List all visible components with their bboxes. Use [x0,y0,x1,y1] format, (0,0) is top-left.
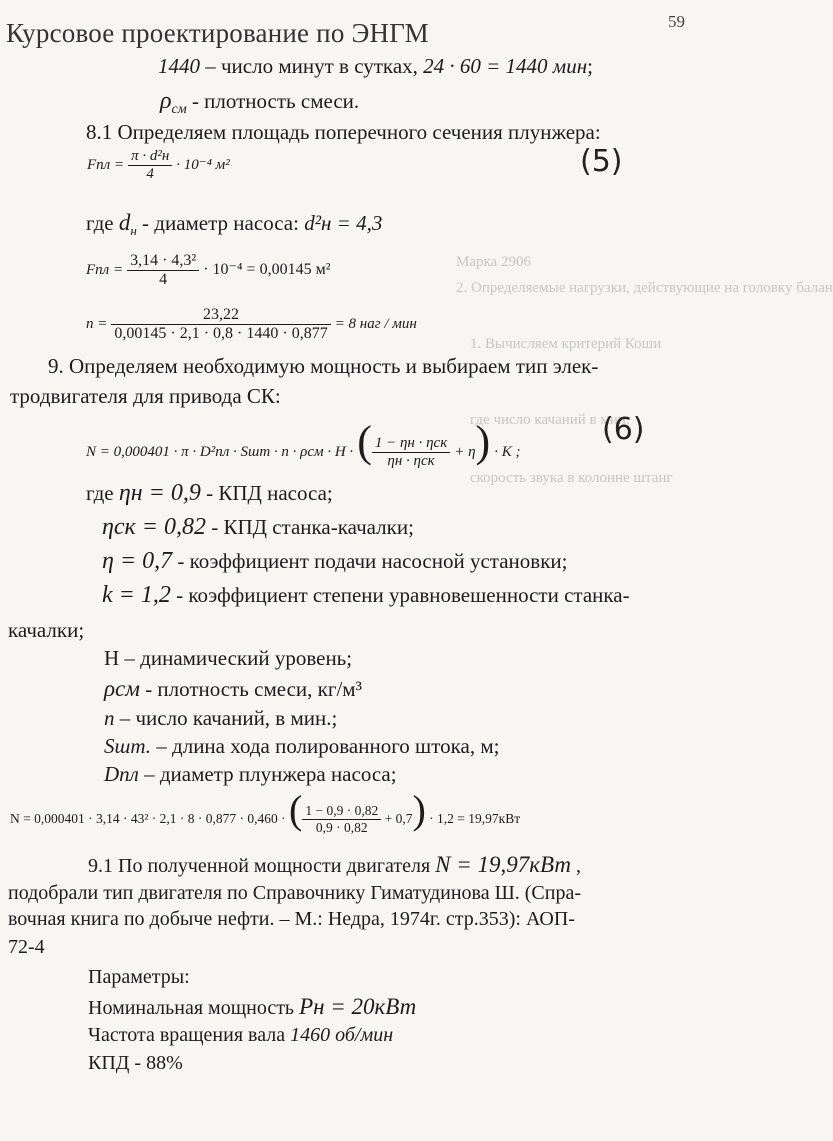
handwritten-eq-number: (6) [602,412,645,447]
text-line: $\rho_{см}$ - плотность смеси. [160,88,360,118]
text-line: тродвигателя для привода СК: [10,384,281,408]
formula-fpl: Fпл = $\frac{\text{π · d²н}}{4}$ · 10⁻⁴ м² [87,148,230,182]
handwritten-eq-number: (5) [580,144,623,179]
formula-fpl-numeric: Fпл = $\frac{\text{3,14 · 4,3²}}{4}$ · 10⁻⁴ = 0,00145 м² [86,252,331,288]
text-line: подобрали тип двигателя по Справочнику Гиматудинова Ш. (Спра- [8,882,582,904]
fraction: $\frac{\text{1 − ηн · ηск}}{\text{ηн · ηск}}$ [372,435,450,470]
fraction: $\frac{\text{π · d²н}}{4}$ [128,148,172,183]
bleed-line: 2. Определяемые нагрузки, действующие на головку балан [456,280,833,296]
text-line: 9.1 По полученной мощности двигателя N = 19,97кВт , [88,852,581,877]
text-line: где ηн = 0,9 - КПД насоса; [86,480,333,506]
text-line: вочная книга по добыче нефти. – М.: Недра, 1974г. стр.353): АОП- [8,908,575,930]
text-line: Параметры: [88,966,190,988]
formula-power: N = 0,000401 · π · D²пл · Sшт · n · ρсм · H · ( $\frac{\text{1 − ηн · ηск}}{\text{ηн · ηск}}$ + η) · K ; [86,417,521,469]
text-line: n – число качаний, в мин.; [104,706,338,730]
text-line: КПД - 88% [88,1052,183,1074]
text-line: Номинальная мощность Pн = 20кВт [88,994,417,1019]
text-line: 72-4 [8,936,45,958]
fraction: $\frac{23,22}{0,00145 \cdot 2,1 \cdot 0,8 \cdot 1440 \cdot 0,877}$ [111,306,330,343]
page-number: 59 [668,12,685,31]
text-line: ρсм - плотность смеси, кг/м³ [104,676,362,701]
text-line: η = 0,7 - коэффициент подачи насосной установки; [102,548,568,574]
text-line: H – динамический уровень; [104,646,353,670]
text-line: Dпл – диаметр плунжера насоса; [104,762,397,786]
formula-power-numeric: N = 0,000401 · 3,14 · 43² · 2,1 · 8 · 0,877 · 0,460 · ( $\frac{1 - 0,9 \cdot 0,82}{0,9 \cdot 0,82}$ + 0,7) · 1,2 = 19,97кВт [10,787,521,836]
page-header: Курсовое проектирование по ЭНГМ [6,18,429,48]
section-heading: 8.1 Определяем площадь поперечного сечения плунжера: [86,120,601,144]
fraction: $\frac{\text{3,14 · 4,3²}}{4}$ [127,252,199,289]
section-heading: 9. Определяем необходимую мощность и выбираем тип элек- [48,354,599,378]
text-line: Частота вращения вала 1460 об/мин [88,1024,394,1046]
fraction: $\frac{1 - 0,9 \cdot 0,82}{0,9 \cdot 0,82}$ [302,803,381,836]
bleed-line: где число качаний в мин. [470,412,630,428]
bleed-line: скорость звука в колонне штанг [470,470,673,486]
text-line: 1440 – число минут в сутках, 24 · 60 = 1440 мин; [158,54,593,78]
text-line: качалки; [8,618,85,642]
text-line: ηск = 0,82 - КПД станка-качалки; [102,514,414,540]
text-line: где $d_н$ - диаметр насоса: d²н = 4,3 [86,210,383,239]
bleed-line: 1. Вычисляем критерий Коши [470,336,662,352]
text-line: k = 1,2 - коэффициент степени уравновешенности станка- [102,582,630,608]
text-line: Sшт. – длина хода полированного штока, м; [104,734,500,758]
formula-n: n = $\frac{23,22}{0,00145 \cdot 2,1 \cdot 0,8 \cdot 1440 \cdot 0,877}$ = 8 наг / мин [86,306,417,342]
bleed-line: Марка 2906 [456,254,531,270]
